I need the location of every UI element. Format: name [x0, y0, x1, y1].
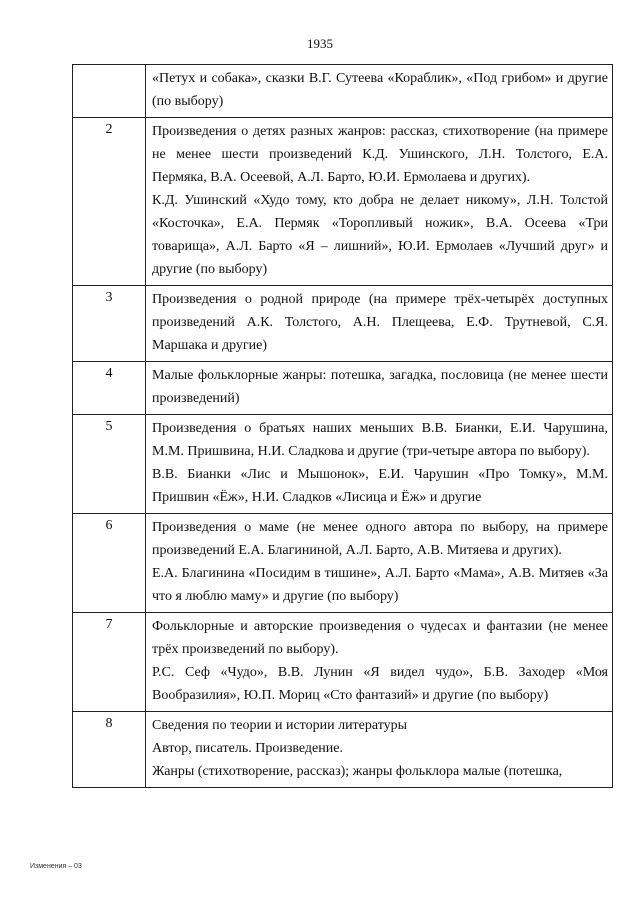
- table-row: [73, 514, 613, 613]
- row-number: 2: [105, 122, 113, 137]
- row-number-cell: [73, 613, 146, 712]
- row-paragraph: Р.С. Сеф «Чудо», В.В. Лунин «Я видел чудо», Б.В. Заходер «Моя Вообразилия», Ю.П. Мориц «Сто фантазий» и другие (по выбору): [152, 665, 608, 703]
- row-paragraph: В.В. Бианки «Лис и Мышонок», Е.И. Чарушин «Про Томку», М.М. Пришвин «Ёж», Н.И. Сладков «Лисица и Ёж» и другие: [152, 467, 608, 505]
- content-table: [72, 64, 613, 788]
- row-paragraph: Произведения о братьях наших меньших В.В. Бианки, Е.И. Чарушина, М.М. Пришвина, Н.И. Сладкова и другие (три-четыре автора по выбору).: [152, 421, 608, 459]
- row-number-cell: [73, 286, 146, 362]
- row-number: 7: [105, 617, 113, 632]
- row-paragraph: К.Д. Ушинский «Худо тому, кто добра не делает никому», Л.Н. Толстой «Косточка», Е.А. Пермяк «Торопливый ножик», В.А. Осеева «Три товарища», А.Л. Барто «Я – лишний», Ю.И. Ермолаев «Лучший друг» и другие (по выбору): [152, 193, 608, 277]
- row-number-cell: [73, 65, 146, 118]
- row-content-cell: [146, 65, 613, 118]
- row-number-cell: [73, 362, 146, 415]
- table-row: [73, 286, 613, 362]
- row-number: 6: [105, 518, 113, 533]
- row-paragraph: Е.А. Благинина «Посидим в тишине», А.Л. Барто «Мама», А.В. Митяев «За что я люблю маму» и другие (по выбору): [152, 566, 608, 604]
- table-row: [73, 613, 613, 712]
- row-number-cell: [73, 514, 146, 613]
- table-row: [73, 118, 613, 286]
- row-paragraph: Произведения о детях разных жанров: рассказ, стихотворение (на примере не менее шести произведений К.Д. Ушинского, Л.Н. Толстого, Е.А. Пермяка, В.А. Осеевой, А.Л. Барто, Ю.И. Ермолаева и других).: [152, 124, 608, 185]
- table-row: [73, 362, 613, 415]
- row-number: [73, 65, 145, 69]
- row-number: 3: [105, 290, 113, 305]
- row-number: 4: [105, 366, 113, 381]
- table-row: [73, 712, 613, 788]
- row-number: 5: [105, 419, 113, 434]
- table-row: [73, 415, 613, 514]
- row-content-cell: [146, 415, 613, 514]
- row-paragraph: Фольклорные и авторские произведения о чудесах и фантазии (не менее трёх произведений по выбору).: [152, 619, 608, 657]
- row-number-cell: [73, 415, 146, 514]
- page-number: 1935: [307, 36, 333, 51]
- row-content-cell: [146, 118, 613, 286]
- row-number-cell: [73, 118, 146, 286]
- table-row: [73, 65, 613, 118]
- row-paragraph: Жанры (стихотворение, рассказ); жанры фольклора малые (потешка,: [152, 764, 563, 779]
- footer-note: Изменения – 03: [30, 863, 82, 870]
- row-paragraph: «Петух и собака», сказки В.Г. Сутеева «Кораблик», «Под грибом» и другие (по выбору): [152, 71, 608, 109]
- row-content-cell: [146, 712, 613, 788]
- row-content-cell: [146, 613, 613, 712]
- row-number: 8: [105, 716, 113, 731]
- row-number-cell: [73, 712, 146, 788]
- row-paragraph: Малые фольклорные жанры: потешка, загадка, пословица (не менее шести произведений): [152, 368, 608, 406]
- row-content-cell: [146, 362, 613, 415]
- row-paragraph: Автор, писатель. Произведение.: [152, 741, 343, 756]
- row-paragraph: Сведения по теории и истории литературы: [152, 718, 408, 733]
- row-paragraph: Произведения о родной природе (на примере трёх-четырёх доступных произведений А.К. Толстого, А.Н. Плещеева, Е.Ф. Трутневой, С.Я. Маршака и другие): [152, 292, 608, 353]
- row-content-cell: [146, 286, 613, 362]
- row-paragraph: Произведения о маме (не менее одного автора по выбору, на примере произведений Е.А. Благининой, А.Л. Барто, А.В. Митяева и других).: [152, 520, 608, 558]
- row-content-cell: [146, 514, 613, 613]
